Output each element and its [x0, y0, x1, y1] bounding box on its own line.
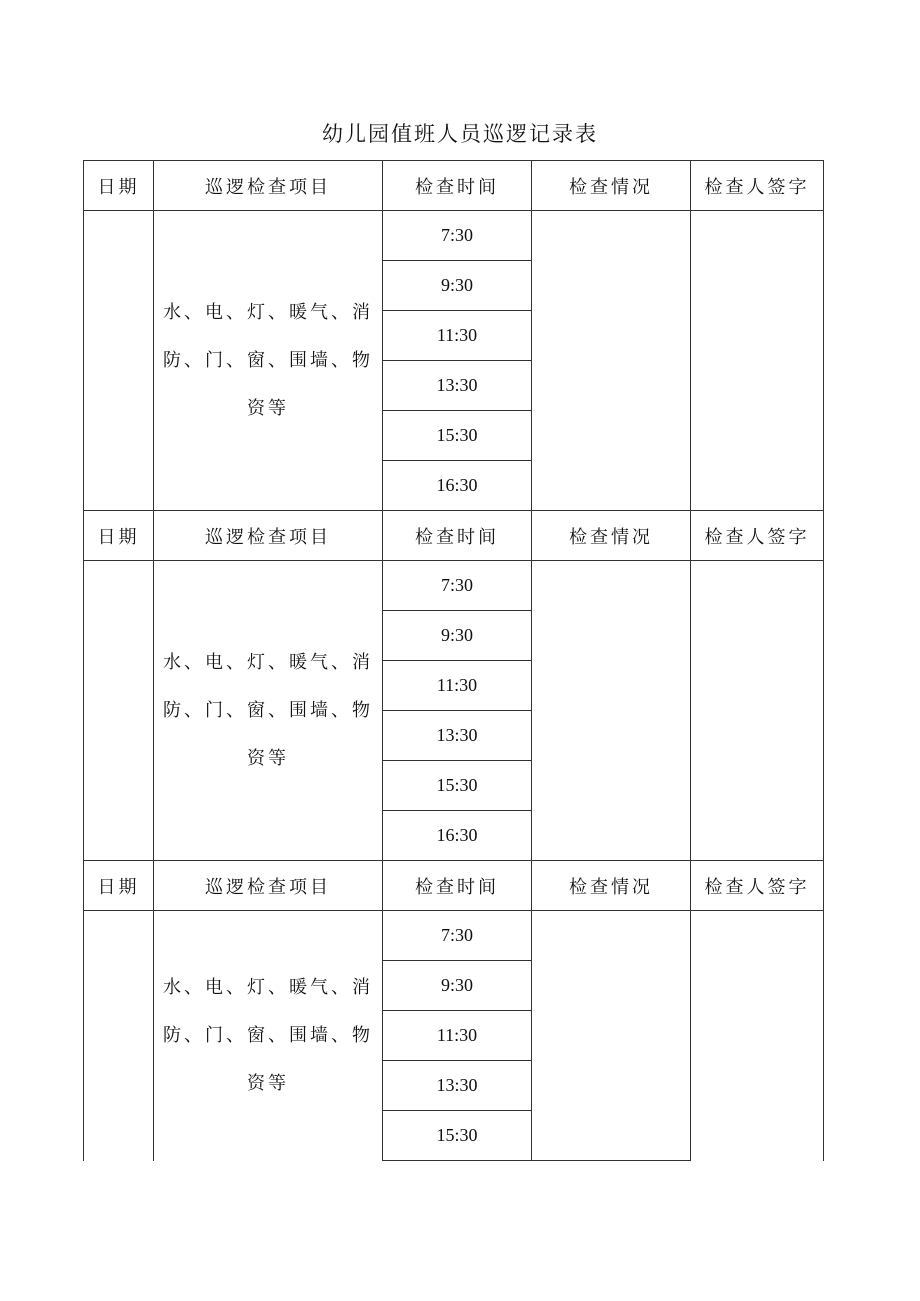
time-cell: 15:30: [383, 761, 532, 811]
time-cell: 15:30: [383, 411, 532, 461]
time-cell: 9:30: [383, 961, 532, 1011]
time-cell: 13:30: [383, 711, 532, 761]
header-row: [84, 861, 824, 911]
table-row: [84, 211, 824, 261]
items-cell: [154, 911, 383, 1161]
time-cell: 9:30: [383, 611, 532, 661]
header-date: 日期: [84, 161, 154, 211]
status-cell[interactable]: [532, 561, 691, 861]
sign-cell[interactable]: [691, 911, 824, 1161]
header-time: 检查时间: [383, 861, 532, 911]
items-cell: [154, 561, 383, 861]
time-cell: 11:30: [383, 661, 532, 711]
status-cell[interactable]: [532, 911, 691, 1161]
items-text: 水、电、灯、暖气、消防、门、窗、围墙、物资等: [163, 301, 373, 419]
time-cell: 7:30: [383, 561, 532, 611]
items-text: 水、电、灯、暖气、消防、门、窗、围墙、物资等: [163, 651, 373, 769]
status-cell[interactable]: [532, 211, 691, 511]
header-time: 检查时间: [383, 161, 532, 211]
header-date: 日期: [84, 511, 154, 561]
date-cell[interactable]: [84, 911, 154, 1161]
header-items: 巡逻检查项目: [154, 861, 383, 911]
items-cell: [154, 211, 383, 511]
header-status: 检查情况: [532, 861, 691, 911]
page-title: 幼儿园值班人员巡逻记录表: [322, 122, 598, 146]
header-sign: 检查人签字: [691, 511, 824, 561]
sign-cell[interactable]: [691, 561, 824, 861]
header-row: [84, 511, 824, 561]
sign-cell[interactable]: [691, 211, 824, 511]
time-cell: 7:30: [383, 911, 532, 961]
header-row: [84, 161, 824, 211]
time-cell: 9:30: [383, 261, 532, 311]
time-cell: 11:30: [383, 1011, 532, 1061]
patrol-record-table: [83, 160, 824, 1161]
time-cell: 7:30: [383, 211, 532, 261]
header-items: 巡逻检查项目: [154, 511, 383, 561]
time-cell: 13:30: [383, 361, 532, 411]
items-text: 水、电、灯、暖气、消防、门、窗、围墙、物资等: [163, 976, 373, 1094]
header-sign: 检查人签字: [691, 161, 824, 211]
time-cell: 11:30: [383, 311, 532, 361]
header-sign: 检查人签字: [691, 861, 824, 911]
header-date: 日期: [84, 861, 154, 911]
date-cell[interactable]: [84, 561, 154, 861]
header-status: 检查情况: [532, 511, 691, 561]
header-items: 巡逻检查项目: [154, 161, 383, 211]
time-cell: 16:30: [383, 811, 532, 861]
time-cell: 16:30: [383, 461, 532, 511]
time-cell: 15:30: [383, 1111, 532, 1161]
time-cell: 13:30: [383, 1061, 532, 1111]
table-row: [84, 911, 824, 961]
header-status: 检查情况: [532, 161, 691, 211]
header-time: 检查时间: [383, 511, 532, 561]
date-cell[interactable]: [84, 211, 154, 511]
table-row: [84, 561, 824, 611]
